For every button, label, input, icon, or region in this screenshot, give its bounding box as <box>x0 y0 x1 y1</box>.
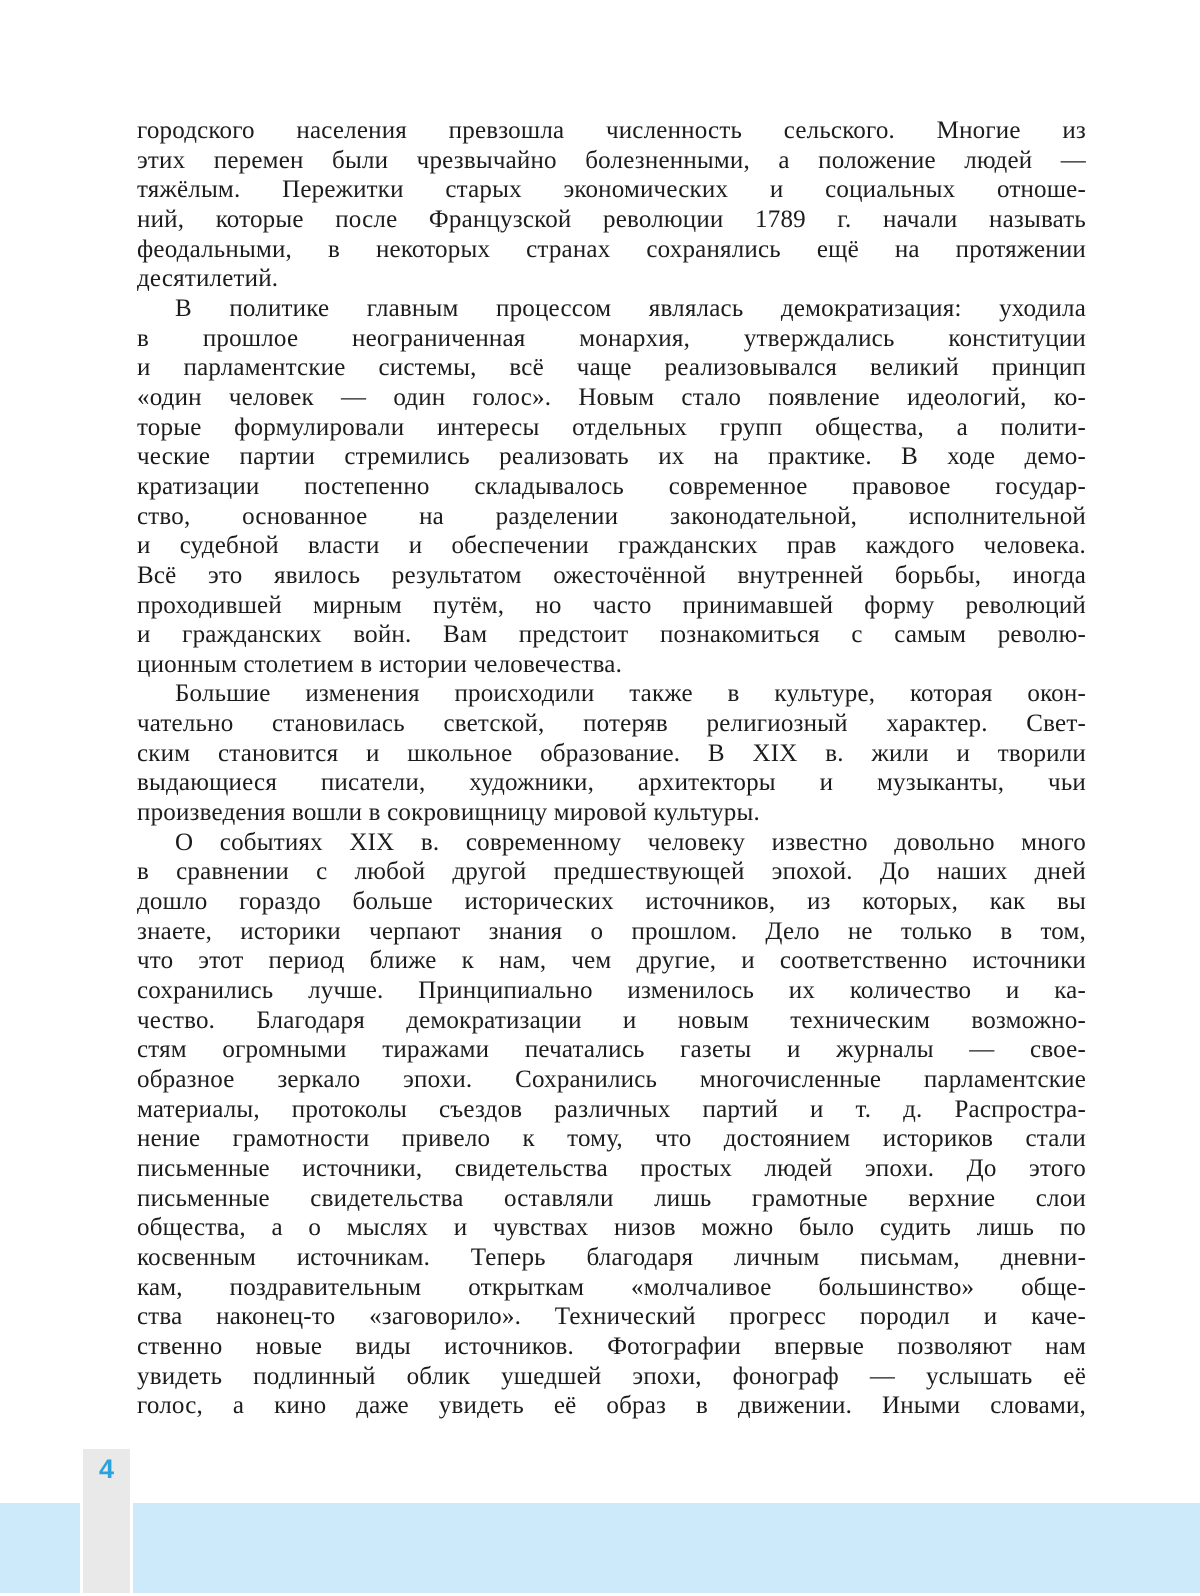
text-line: и парламентские системы, всё чаще реализовывался великий принцип <box>137 354 1086 382</box>
text-line: кратизации постепенно складывалось современное правовое государ- <box>137 472 1086 500</box>
text-line: Всё это явилось результатом ожесточённой внутренней борьбы, иногда <box>137 561 1086 589</box>
text-line: в сравнении с любой другой предшествующей эпохой. До наших дней <box>137 858 1086 886</box>
text-line: В политике главным процессом являлась демократизация: уходила <box>175 294 1086 322</box>
text-line: Большие изменения происходили также в культуре, которая окон- <box>175 680 1086 708</box>
text-line: материалы, протоколы съездов различных партий и т. д. Распростра- <box>137 1095 1086 1123</box>
text-line: и судебной власти и обеспечении гражданских прав каждого человека. <box>137 532 1086 560</box>
text-line: тяжёлым. Пережитки старых экономических и социальных отноше- <box>137 176 1086 204</box>
page-number: 4 <box>98 1454 115 1484</box>
text-line: произведения вошли в сокровищницу мировой культуры. <box>137 799 760 827</box>
text-line: увидеть подлинный облик ушедшей эпохи, фонограф — услышать её <box>137 1362 1086 1390</box>
text-line: «один человек — один голос». Новым стало появление идеологий, ко- <box>137 383 1086 411</box>
text-line: выдающиеся писатели, художники, архитекторы и музыканты, чьи <box>137 769 1086 797</box>
text-line: сохранились лучше. Принципиально изменилось их количество и ка- <box>137 977 1086 1005</box>
text-line: ний, которые после Французской революции 1789 г. начали называть <box>137 205 1086 233</box>
text-line: чательно становилась светской, потеряв религиозный характер. Свет- <box>137 710 1086 738</box>
text-line: нение грамотности привело к тому, что достоянием историков стали <box>137 1125 1086 1153</box>
footer-accent-band <box>0 1503 1200 1593</box>
text-line: торые формулировали интересы отдельных групп общества, а полити- <box>137 413 1086 441</box>
text-line: в прошлое неограниченная монархия, утверждались конституции <box>137 324 1086 352</box>
text-line: городского населения превзошла численность сельского. Многие из <box>137 117 1086 144</box>
text-line: письменные свидетельства оставляли лишь грамотные верхние слои <box>137 1184 1086 1212</box>
text-line: ство, основанное на разделении законодательной, исполнительной <box>137 502 1086 530</box>
text-line: письменные источники, свидетельства простых людей эпохи. До этого <box>137 1154 1086 1182</box>
text-line: косвенным источникам. Теперь благодаря личным письмам, дневни- <box>137 1243 1086 1271</box>
text-line: О событиях XIX в. современному человеку известно довольно много <box>175 828 1086 856</box>
text-line: ческие партии стремились реализовать их на практике. В ходе демо- <box>137 443 1086 471</box>
text-line: дошло гораздо больше исторических источников, из которых, как вы <box>137 888 1086 916</box>
text-line: чество. Благодаря демократизации и новым техническим возможно- <box>137 1006 1086 1034</box>
text-line: ционным столетием в истории человечества. <box>137 650 623 678</box>
text-line: ским становится и школьное образование. В XIX в. жили и творили <box>137 739 1086 767</box>
page-number-column <box>80 1449 133 1593</box>
text-line: знаете, историки черпают знания о прошлом. Дело не только в том, <box>137 917 1086 945</box>
text-line: общества, а о мыслях и чувствах низов можно было судить лишь по <box>137 1214 1086 1242</box>
text-line: ства наконец-то «заговорило». Технический прогресс породил и каче- <box>137 1303 1086 1331</box>
text-line: проходившей мирным путём, но часто принимавшей форму революций <box>137 591 1086 619</box>
text-line: кам, поздравительным открыткам «молчаливое большинство» обще- <box>137 1273 1086 1301</box>
body-text <box>137 116 1086 1421</box>
text-line: этих перемен были чрезвычайно болезненными, а положение людей — <box>137 146 1086 174</box>
text-line: и гражданских войн. Вам предстоит познакомиться с самым револю- <box>137 621 1086 649</box>
text-line: феодальными, в некоторых странах сохранялись ещё на протяжении <box>137 235 1086 263</box>
text-line: стям огромными тиражами печатались газеты и журналы — свое- <box>137 1036 1086 1064</box>
text-line: десятилетий. <box>137 265 279 293</box>
text-line: что этот период ближе к нам, чем другие, и соответственно источники <box>137 947 1086 975</box>
text-line: ственно новые виды источников. Фотографии впервые позволяют нам <box>137 1332 1086 1360</box>
text-line: голос, а кино даже увидеть её образ в движении. Иными словами, <box>137 1392 1086 1420</box>
text-line: образное зеркало эпохи. Сохранились многочисленные парламентские <box>137 1066 1086 1093</box>
